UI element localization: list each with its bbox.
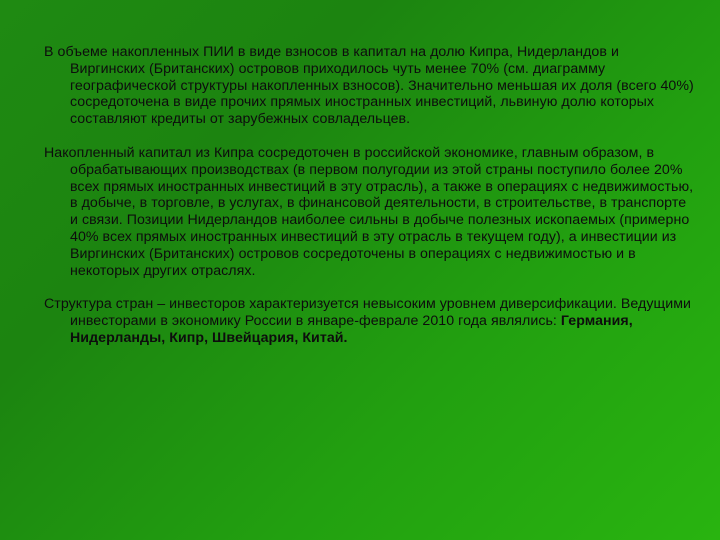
paragraph-text: Структура стран – инвесторов характеризуется невысоким уровнем диверсификации. Ведущими инвесторами в экономику России в январе-феврале 2010 года являлись: [44,296,692,330]
slide-body [44,44,694,364]
paragraph-text: Накопленный капитал из Кипра сосредоточен в российской экономике, главным образом, в обрабатывающих производствах (в первом полугодии из этой страны поступило более 20% всех прямых иностранных инвестиций в эту отрасль), а также в операциях с недвижимостью, в добыче, в торговле, в услугах, в финансовой деятельности, в строительстве, в транспорте и связи. Позиции Нидерландов наиболее сильны в добыче полезных ископаемых (примерно 40% всех прямых иностранных инвестиций в эту отрасль в текущем году), а инвестиции из Виргинских (Британских) островов сосредоточены в операциях с недвижимостью и в некоторых других отраслях. [44,144,694,279]
paragraph-text: В объеме накопленных ПИИ в виде взносов в капитал на долю Кипра, Нидерландов и Виргинских (Британских) островов приходилось чуть менее 70% (см. диаграмму географической структуры накопленных взносов). Значительно меньшая их доля (всего 40%) сосредоточена в виде прочих прямых иностранных инвестиций, львиную долю которых составляют кредиты от зарубежных совладельцев. [44,44,694,128]
paragraph-cyprus-capital [44,145,694,279]
paragraph-investor-structure [44,296,694,346]
paragraph-pii-share [44,44,694,128]
leading-investors-list: Германия, Нидерланды, Кипр, Швейцария, Китай. [70,313,633,346]
